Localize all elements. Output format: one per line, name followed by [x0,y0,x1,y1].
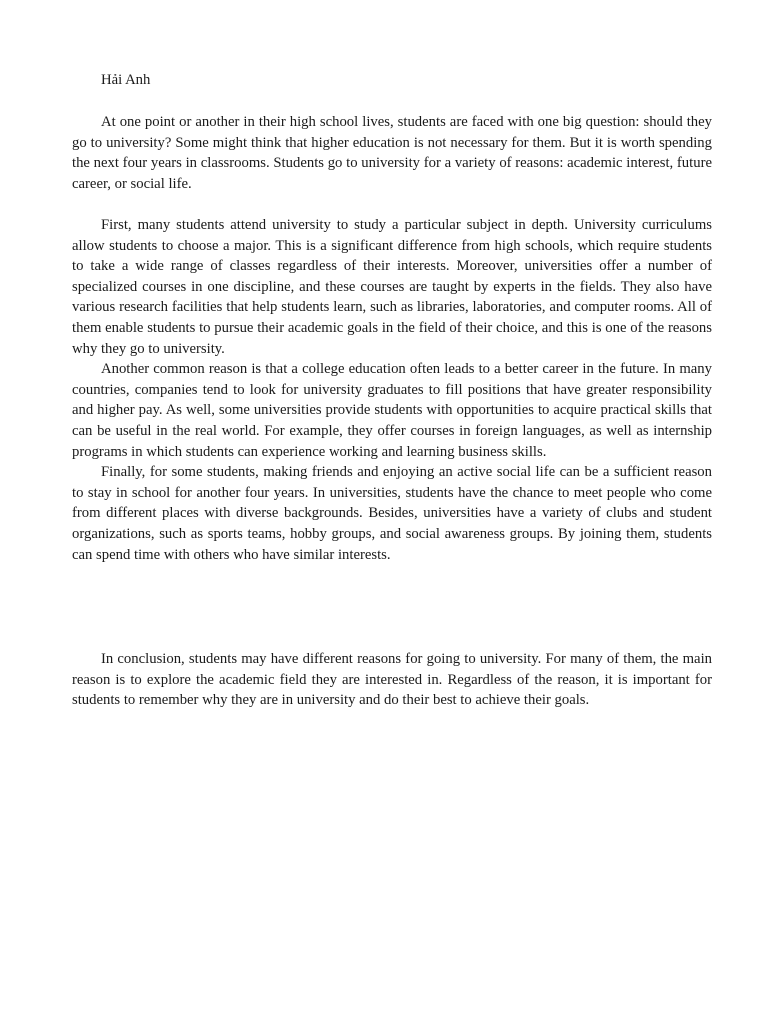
conclusion-block [72,649,712,711]
author-name: Hải Anh [101,72,151,88]
intro-block [72,112,712,194]
body-paragraph-academic: First, many students attend university to study a particular subject in depth. University curriculums allow students to choose a major. This is a significant difference from high schools, which require students to take a wide range of classes regardless of their interests. Moreover, universities offer a number of specialized courses in one discipline, and these courses are taught by experts in the fields. They also have various research facilities that help students learn, such as libraries, laboratories, and computer rooms. All of them enable students to pursue their academic goals in the field of their choice, and this is one of the reasons why they go to university. [72,217,712,357]
intro-paragraph: At one point or another in their high school lives, students are faced with one big question: should they go to university? Some might think that higher education is not necessary for them. But it is worth spending the next four years in classrooms. Students go to university for a variety of reasons: academic interest, future career, or social life. [72,114,712,192]
body-paragraph-social: Finally, for some students, making friends and enjoying an active social life can be a sufficient reason to stay in school for another four years. In universities, students have the chance to meet people who come from different places with diverse backgrounds. Besides, universities have a variety of clubs and student organizations, such as sports teams, hobby groups, and social awareness groups. By joining them, students can spend time with others who have similar interests. [72,464,712,563]
conclusion-paragraph: In conclusion, students may have different reasons for going to university. For many of them, the main reason is to explore the academic field they are interested in. Regardless of the reason, it is important for students to remember why they are in university and do their best to achieve their goals. [72,651,712,709]
author-block [72,70,712,91]
body-paragraphs [72,215,712,565]
body-paragraph-career: Another common reason is that a college education often leads to a better career in the future. In many countries, companies tend to look for university graduates to fill positions that have greater responsibility and higher pay. As well, some universities provide students with opportunities to acquire practical skills that can be useful in the real world. For example, they offer courses in foreign languages, as well as internship programs in which students can experience working and learning business skills. [72,361,712,460]
